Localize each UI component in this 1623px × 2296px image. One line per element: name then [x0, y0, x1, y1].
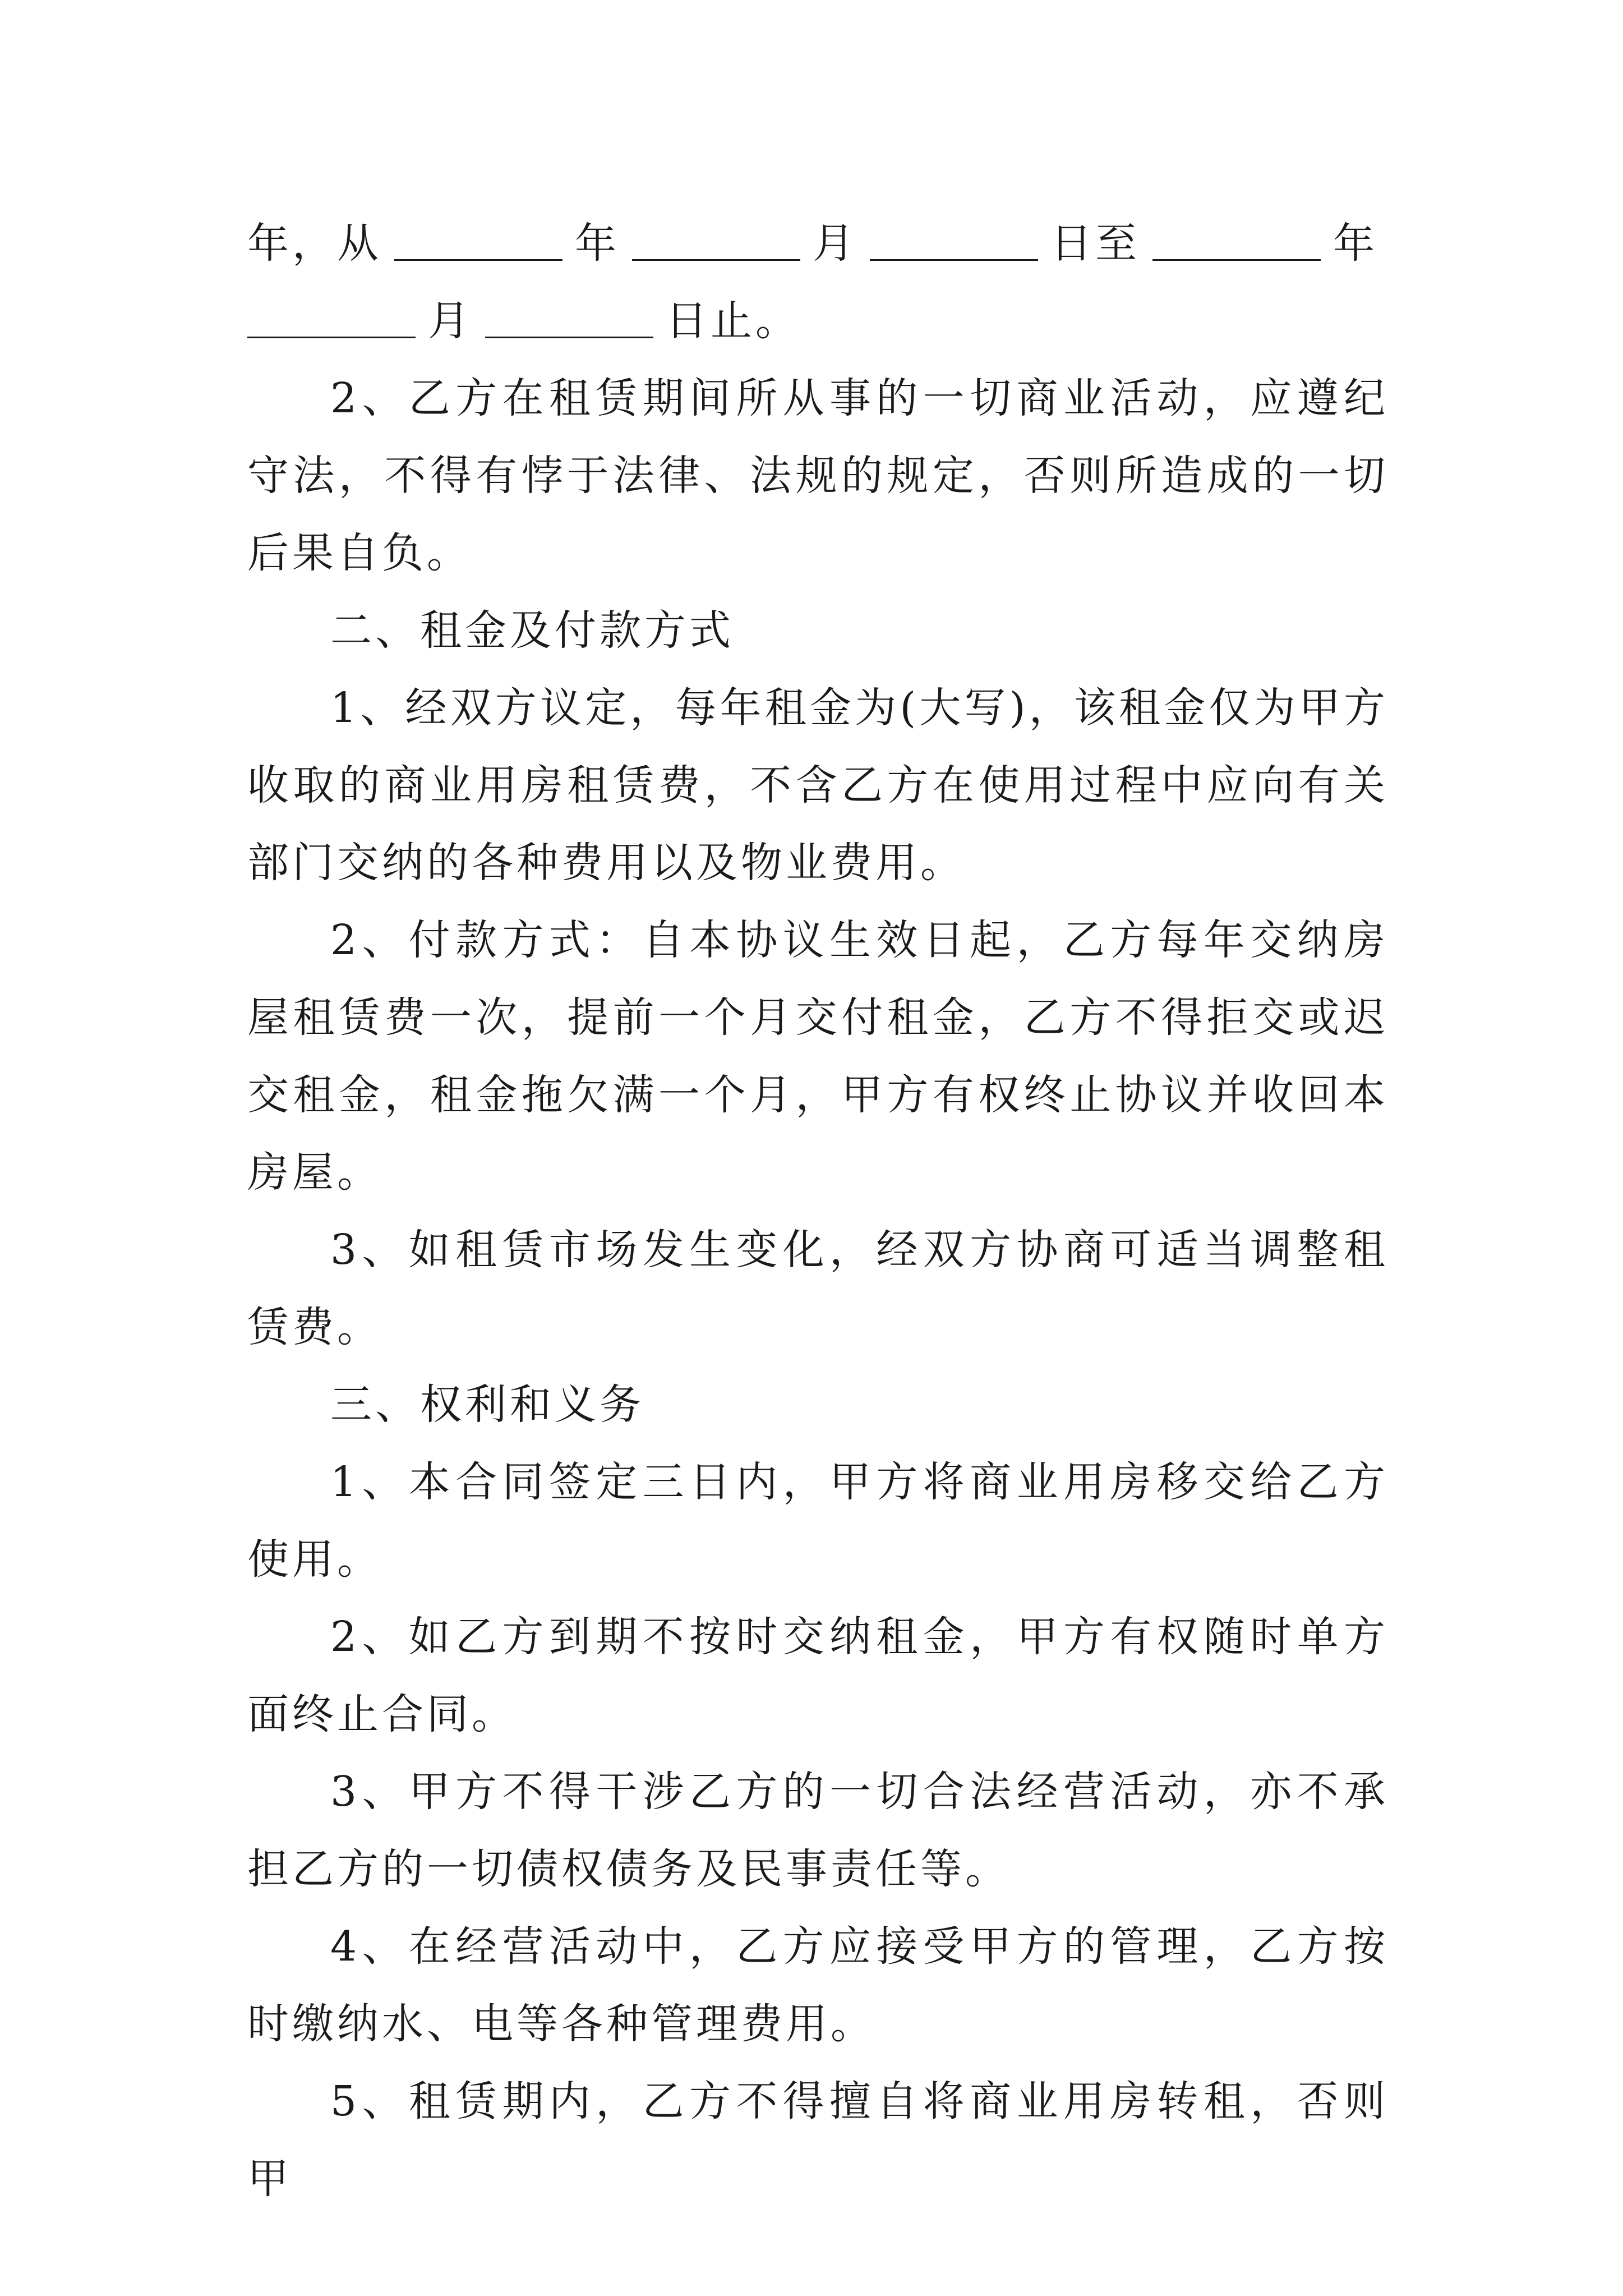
- paragraph-lawful-business: 2、乙方在租赁期间所从事的一切商业活动，应遵纪守法，不得有悖于法律、法规的规定，否则所造成的一切后果自负。: [247, 374, 1389, 577]
- paragraph-handover: 1、本合同签定三日内，甲方将商业用房移交给乙方使用。: [247, 1458, 1389, 1584]
- start-day-blank[interactable]: [870, 218, 1038, 261]
- document-body: [247, 205, 1389, 2217]
- end-day-blank[interactable]: [485, 295, 653, 338]
- paragraph-management-fees: 4、在经营活动中，乙方应接受甲方的管理，乙方按时缴纳水、电等各种管理费用。: [247, 1922, 1389, 2048]
- paragraph-payment-method: 2、付款方式：自本协议生效日起，乙方每年交纳房屋租赁费一次，提前一个月交付租金，乙方不得拒交或迟交租金，租金拖欠满一个月，甲方有权终止协议并收回本房屋。: [247, 916, 1389, 1197]
- section-heading-rights-obligations: 三、权利和义务: [330, 1381, 644, 1429]
- paragraph-annual-rent: 1、经双方议定，每年租金为(大写)，该租金仅为甲方收取的商业用房租赁费，不含乙方在使用过程中应向有关部门交纳的各种费用以及物业费用。: [247, 684, 1389, 887]
- end-month-blank[interactable]: [247, 295, 416, 338]
- date-line-text-7: 日止。: [666, 297, 800, 345]
- paragraph-rent-adjustment: 3、如租赁市场发生变化，经双方协商可适当调整租赁费。: [247, 1226, 1389, 1351]
- end-year-blank[interactable]: [1152, 218, 1321, 261]
- lease-term-date-line: [247, 205, 1389, 360]
- paragraph-no-sublease: 5、租赁期内，乙方不得擅自将商业用房转租，否则甲: [247, 2077, 1389, 2203]
- start-year-blank[interactable]: [394, 218, 562, 261]
- start-month-blank[interactable]: [632, 218, 800, 261]
- section-heading-rent-payment: 二、租金及付款方式: [330, 606, 734, 655]
- date-line-text-6: 月: [428, 297, 473, 345]
- paragraph-no-interference: 3、甲方不得干涉乙方的一切合法经营活动，亦不承担乙方的一切债权债务及民事责任等。: [247, 1768, 1389, 1893]
- date-line-text-1: 年，从: [247, 219, 382, 268]
- paragraph-late-payment-termination: 2、如乙方到期不按时交纳租金，甲方有权随时单方面终止合同。: [247, 1613, 1389, 1738]
- date-line-text-2: 年: [575, 219, 620, 268]
- date-line-text-4: 日至: [1050, 219, 1140, 268]
- date-line-text-5: 年: [1333, 219, 1378, 268]
- date-line-text-3: 月: [813, 219, 857, 268]
